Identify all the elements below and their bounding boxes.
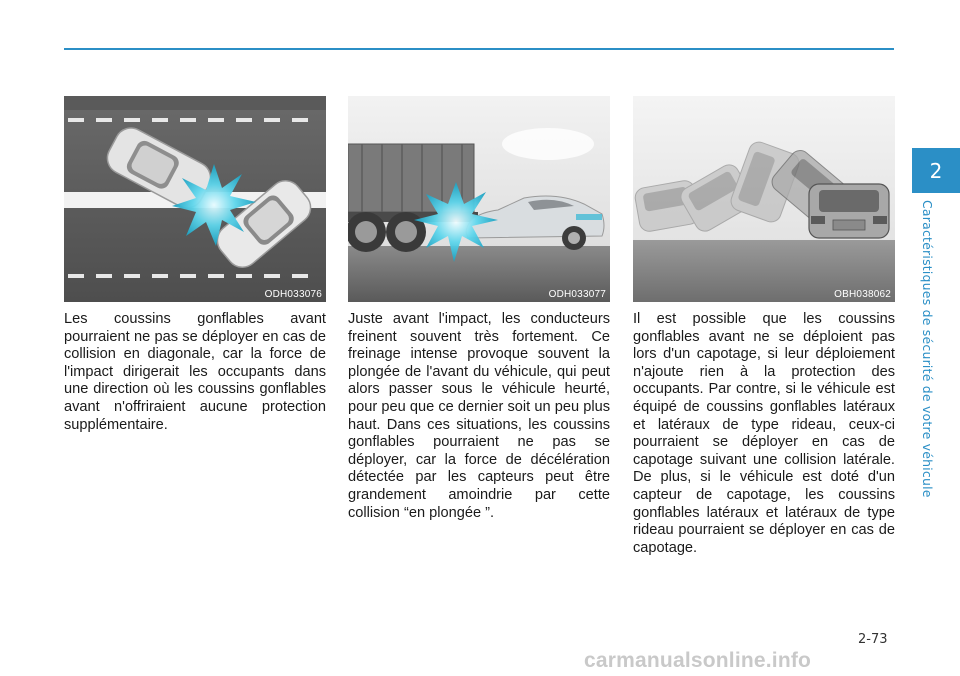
figure-rollover (633, 96, 895, 302)
watermark: carmanualsonline.info (584, 649, 812, 672)
figure-underride-collision (348, 96, 610, 302)
paragraph: Il est possible que les coussins gonflables avant ne se déploient pas lors d'un capotage, si leur déploiement n'ajoute rien à la protection des occupants. Par contre, si le véhicule est équipé de coussins gonflables latéraux et latéraux de type rideau, ceux-ci pourraient se déployer en cas de capotage suivant une collision latérale. De plus, si le véhicule est doté d'un capteur de capotage, les coussins gonflables latéraux et latéraux de type rideau pourraient se déployer en cas de capotage. (633, 311, 895, 556)
figure-code: ODH033076 (264, 289, 322, 300)
chapter-tab (912, 148, 960, 193)
underride-collision-illustration (348, 96, 610, 302)
paragraph: Les coussins gonflables avant pourraient ne pas se déployer en cas de collision en diagonale, car la force de l'impact dirigerait les occupants dans une direction où les coussins gonflables avant n'offriraient aucune protection supplémentaire. (64, 311, 326, 433)
top-rule (64, 48, 894, 50)
page-number: 2-73 (858, 632, 888, 647)
figure-code: ODH033077 (548, 289, 606, 300)
column-rollover (633, 96, 895, 557)
diagonal-collision-illustration (64, 96, 326, 302)
figure-diagonal-collision (64, 96, 326, 302)
column-diagonal-collision (64, 96, 326, 434)
chapter-title: Caractéristiques de sécurité de votre véhicule (920, 200, 935, 498)
rollover-illustration (633, 96, 895, 302)
paragraph: Juste avant l'impact, les conducteurs freinent souvent très fortement. Ce freinage intense provoque souvent la plongée de l'avant du véhicule, qui peut alors passer sous le véhicule heurté, pour peu que ce dernier soit un peu plus haut. Dans ces situations, les coussins gonflables pourraient ne pas se déployer, car la force de décélération détectée par les capteurs peut être grandement amoindrie par cette collision “en plongée ”. (348, 311, 610, 521)
chapter-number: 2 (929, 158, 943, 183)
column-underride-collision (348, 96, 610, 522)
figure-code: OBH038062 (834, 289, 891, 300)
